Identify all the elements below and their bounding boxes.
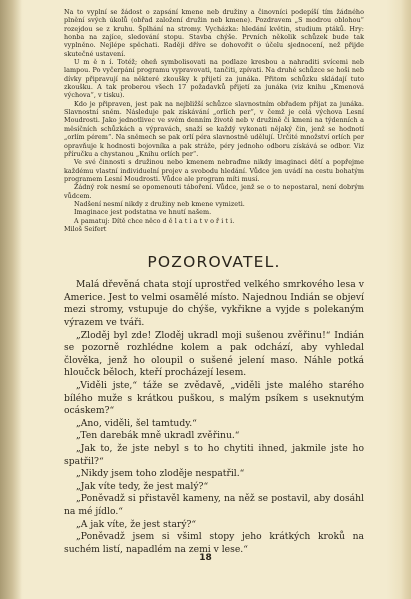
page-number: 18 [199,553,212,563]
article-paragraph: „Ano, viděli, šel tamtudy.“ [76,417,197,429]
article-paragraph: „Zloděj byl zde! Zloděj ukradl moji sušenou zvěřinu!“ Indián se pozorně rozhlédne kolem a pak odchází, aby vyhledal člověka, jenž ho oloupil o sušené jelení maso. Náhle potká hloučck běloch, kteří procházejí lesem. [64,329,364,379]
small-paragraph: Kdo je připraven, jest pak na nejbližší schůzce slavnostním obřadem přijat za junáka. Slavnostní sněm. Následuje pak získávání „orlích per“, v čemž je celá výchova Lesní Moudrosti. Jako jednotlivec ve svém denním životě neb v družině či kmeni na týdenních a měsíčních schůzkách a výpravách, snaží se každý vykonati nějaký čin, jenž se hodnotí „orlím pérem“. Na sněmech se pak orlí péra slavnostně udělují. Určité množství orlích per opravňuje k hodnosti bojovníka a pak stráže, péry jednoho odboru získává se odbor. Viz příručku a chystanou „Knihu orlích per“. [64,99,364,158]
article-paragraph: „Nikdy jsem toho zloděje nespatřil.“ [76,468,245,480]
article-paragraph: Malá dřevěná chata stojí uprostřed velkého smrkového lesa v Americe. Jest to velmi osamělé místo. Najednou Indián se objeví mezi stromy, vstupuje do chýše, vykřikne a vyjde s polekaným výrazem ve tváři. [64,279,364,329]
small-paragraph: U m ě n í. Totéž; oheň symbolisovati na podlaze kresbou a nahraditi svícemi neb lampou. Po vyčerpání programu vypravovati, tančiti, zpívati. Na druhé schůzce se hoši neb dívky připravují na některé zkoušky k přijetí za junáka. Přitom schůzku skládají tuto zkoušku. A tak proberou všech 17 požadavků přijetí za junáka (viz knihu „Kmenová výchova“, v tisku). [64,58,364,100]
small-paragraph: Imaginace jest podstatna ve hnutí našem. [74,208,212,217]
article-paragraph: „Poněvadž si přistavěl kameny, na něž se postavil, aby dosáhl na mé jídlo.“ [64,493,364,517]
small-paragraph: Nadšení nesmí nikdy z družiny neb kmene vymizeti. [74,199,245,208]
book-spine-shadow [0,0,22,599]
small-paragraph: Žádný rok nesmí se opomenouti táboření. Vůdce, jenž se o to nepostaral, není dobrým vůdcem. [64,183,364,200]
small-paragraph: A pamatuj: Dítě chce něco d ě l a t i a t v o ř i t i. [74,216,235,225]
article-body [64,279,364,556]
author-signature: Miloš Seifert [64,224,107,233]
small-paragraph: Na to vyplní se žádost o zapsání kmene neb družiny a činovníci podepíší tím žádného plnění svých úkolů (obřad založení družin neb kmene). Pozdravem „S modrou oblohou“ rozejdou se z kruhu. Šplhání na stromy. Vycházka: hledání květin, studium ptáků. Hry: honba na zajíce, sledování stopu. Stavba chýše. Prvních několik schůzek bude tak vyplněno. Nejlépe spěchati. Raději dříve se dohovořit o účelu sjednocení, než přijde skutečné ustavení. [64,8,364,58]
page-edge-shadow [401,0,411,599]
previous-article-text [64,8,364,233]
article-paragraph: „Jak to, že jste nebyl s to ho chytiti ihned, jakmile jste ho spatřil?“ [64,443,364,467]
article-paragraph: „Viděli jste,“ táže se zvědavě, „viděli jste malého starého bílého muže s krátkou puškou, s malým psíkem s useknutým ocáskem?“ [64,380,364,417]
article-paragraph: „Jak víte tedy, že jest malý?“ [76,480,209,492]
article-paragraph: „A jak víte, že jest starý?“ [76,518,197,530]
article-title: POZOROVATEL. [147,253,281,272]
text-column [64,8,364,556]
small-paragraph: Ve své činnosti s družinou nebo kmenem nebraďme nikdy imaginaci dětí a popřejme každému vlastní individuelní projev a svobodu hledání. Vůdce jen uvádí na cestu bohatým programem Lesní Moudrosti. Vůdce ale program míti musí. [64,158,364,183]
article-paragraph: „Poněvadž jsem si všiml stopy jeho krátkých kroků na suchém listí, napadlém na zemi v lese.“ [64,531,364,555]
article-paragraph: „Ten darebák mně ukradl zvěřinu.“ [76,430,240,442]
